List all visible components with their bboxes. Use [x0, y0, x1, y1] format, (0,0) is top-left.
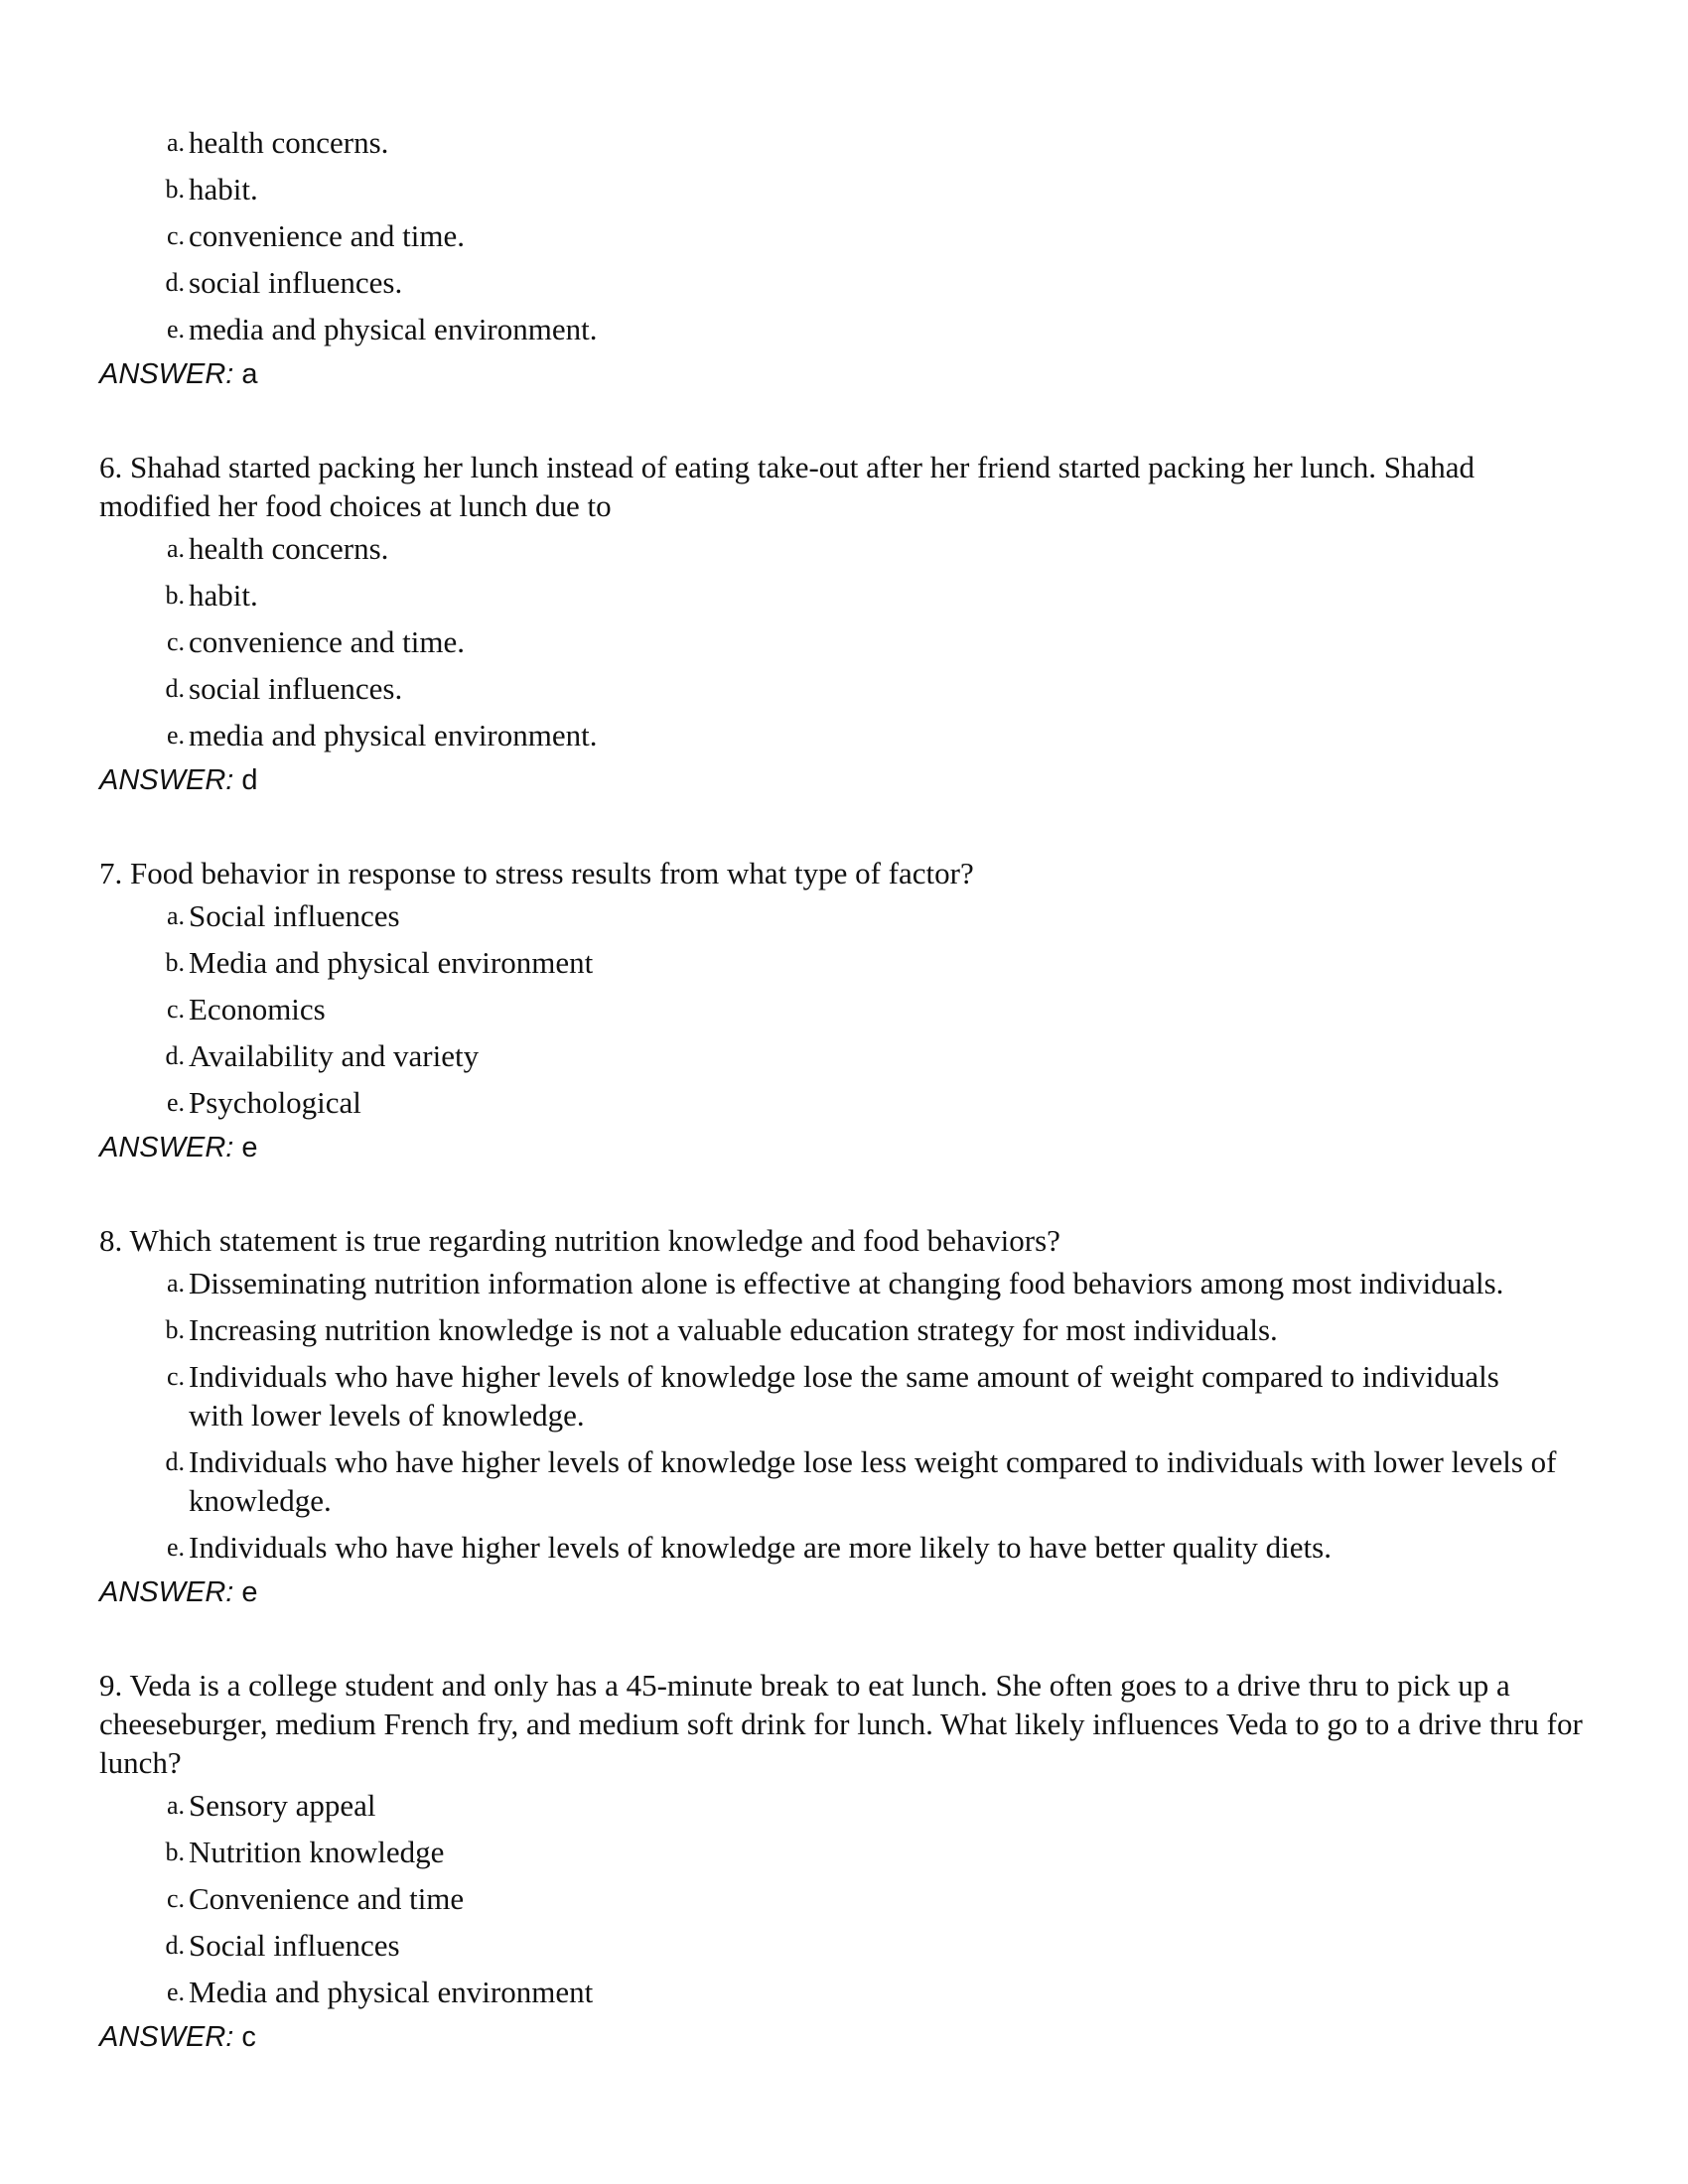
answer-label: ANSWER:	[99, 358, 234, 390]
option-e	[151, 716, 1561, 754]
option-letter: c.	[166, 1362, 185, 1391]
option-b	[151, 170, 1561, 208]
option-a	[151, 896, 1561, 935]
question-stem: 6. Shahad started packing her lunch instead of eating take-out after her friend started packing her lunch. Shahad modified her food choices at lunch due to	[99, 450, 1476, 523]
option-letter: e.	[166, 1088, 185, 1117]
answer-value: d	[241, 764, 258, 796]
option-d	[151, 669, 1561, 708]
option-text: Social influences	[189, 1928, 400, 1963]
answer-label: ANSWER:	[99, 764, 234, 796]
option-text: habit.	[189, 172, 258, 206]
option-b	[151, 1833, 1561, 1871]
option-text: Availability and variety	[189, 1038, 480, 1073]
question-9	[99, 1666, 1589, 2055]
option-text: Social influences	[189, 898, 400, 933]
option-letter: e.	[166, 721, 185, 750]
answer-value: a	[241, 358, 258, 390]
options-list	[99, 123, 1589, 348]
option-letter: a.	[166, 901, 185, 930]
question-7	[99, 854, 1589, 1165]
option-text: media and physical environment.	[189, 718, 598, 752]
option-text: social influences.	[189, 671, 403, 706]
option-text: Economics	[189, 992, 326, 1026]
option-c	[151, 622, 1561, 661]
option-letter: a.	[166, 534, 185, 563]
option-text: Media and physical environment	[189, 945, 594, 980]
option-letter: d.	[165, 268, 185, 297]
option-letter: c.	[166, 627, 185, 656]
answer-line	[99, 2019, 1589, 2055]
option-e	[151, 310, 1561, 348]
option-text: Individuals who have higher levels of knowledge are more likely to have better quality diets.	[189, 1530, 1332, 1565]
option-text: Nutrition knowledge	[189, 1835, 445, 1869]
option-d	[151, 263, 1561, 302]
option-d	[151, 1926, 1561, 1965]
option-text: social influences.	[189, 265, 403, 300]
answer-line	[99, 1130, 1589, 1165]
option-text: Convenience and time	[189, 1881, 465, 1916]
option-c	[151, 1357, 1561, 1434]
option-text: Disseminating nutrition information alone is effective at changing food behaviors among most individuals.	[189, 1266, 1504, 1300]
option-text: Psychological	[189, 1085, 361, 1120]
option-a	[151, 529, 1561, 568]
answer-value: e	[241, 1132, 258, 1163]
options-list	[99, 896, 1589, 1122]
question-5-continued	[99, 123, 1589, 392]
question-stem: 9. Veda is a college student and only has a 45-minute break to eat lunch. She often goes to a drive thru to pick up a cheeseburger, medium French fry, and medium soft drink for lunch. What likely influences Veda to go to a drive thru for lunch?	[99, 1668, 1583, 1780]
option-letter: c.	[166, 221, 185, 250]
answer-line	[99, 1574, 1589, 1610]
option-text: Individuals who have higher levels of knowledge lose the same amount of weight compared to individuals with lower levels of knowledge.	[189, 1359, 1499, 1433]
option-c	[151, 990, 1561, 1028]
option-b	[151, 576, 1561, 614]
option-text: Media and physical environment	[189, 1975, 594, 2009]
option-b	[151, 943, 1561, 982]
option-letter: c.	[166, 1884, 185, 1913]
options-list	[99, 1786, 1589, 2011]
option-letter: b.	[165, 1315, 185, 1344]
answer-value: e	[241, 1576, 258, 1608]
option-c	[151, 1879, 1561, 1918]
option-letter: d.	[165, 1447, 185, 1476]
answer-label: ANSWER:	[99, 2021, 234, 2053]
answer-value: c	[241, 2021, 256, 2053]
option-text: convenience and time.	[189, 218, 466, 253]
option-text: media and physical environment.	[189, 312, 598, 346]
answer-line	[99, 356, 1589, 392]
option-e	[151, 1973, 1561, 2011]
option-e	[151, 1528, 1561, 1567]
option-text: Sensory appeal	[189, 1788, 376, 1823]
option-letter: c.	[166, 995, 185, 1024]
option-letter: d.	[165, 1931, 185, 1960]
option-b	[151, 1310, 1561, 1349]
option-text: health concerns.	[189, 531, 389, 566]
option-text: Individuals who have higher levels of knowledge lose less weight compared to individuals with lower levels of knowledge.	[189, 1444, 1557, 1518]
option-e	[151, 1083, 1561, 1122]
option-letter: b.	[165, 175, 185, 204]
question-8	[99, 1221, 1589, 1610]
option-letter: a.	[166, 128, 185, 157]
option-c	[151, 216, 1561, 255]
question-stem: 7. Food behavior in response to stress results from what type of factor?	[99, 856, 974, 890]
options-list	[99, 529, 1589, 754]
answer-line	[99, 762, 1589, 798]
answer-label: ANSWER:	[99, 1132, 234, 1163]
option-letter: a.	[166, 1791, 185, 1820]
answer-label: ANSWER:	[99, 1576, 234, 1608]
option-text: health concerns.	[189, 125, 389, 160]
option-text: Increasing nutrition knowledge is not a valuable education strategy for most individuals.	[189, 1312, 1278, 1347]
option-letter: b.	[165, 948, 185, 977]
option-letter: b.	[165, 1838, 185, 1866]
option-text: convenience and time.	[189, 624, 466, 659]
question-stem: 8. Which statement is true regarding nutrition knowledge and food behaviors?	[99, 1223, 1060, 1258]
option-letter: d.	[165, 674, 185, 703]
question-6	[99, 448, 1589, 798]
option-letter: d.	[165, 1041, 185, 1070]
option-text: habit.	[189, 578, 258, 613]
option-a	[151, 1786, 1561, 1825]
option-letter: a.	[166, 1269, 185, 1297]
option-letter: e.	[166, 1533, 185, 1562]
option-letter: e.	[166, 1978, 185, 2006]
option-letter: b.	[165, 581, 185, 610]
options-list	[99, 1264, 1589, 1567]
option-letter: e.	[166, 315, 185, 343]
option-a	[151, 1264, 1561, 1302]
option-d	[151, 1036, 1561, 1075]
option-d	[151, 1442, 1561, 1520]
option-a	[151, 123, 1561, 162]
